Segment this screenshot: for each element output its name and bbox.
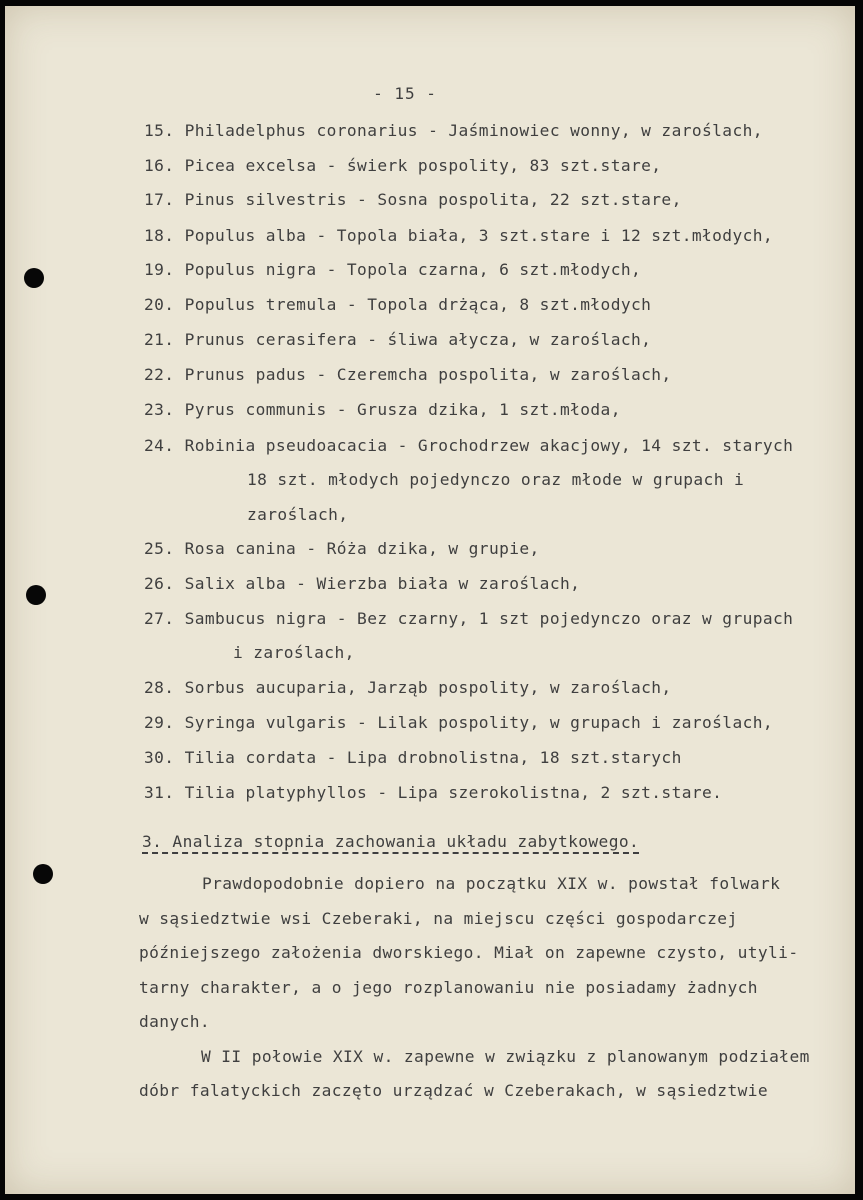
species-list-continuation: 18 szt. młodych pojedynczo oraz młode w grupach i xyxy=(247,470,745,489)
species-list-item: 24. Robinia pseudoacacia - Grochodrzew akacjowy, 14 szt. starych xyxy=(144,436,794,455)
species-list-item: 29. Syringa vulgaris - Lilak pospolity, w grupach i zaroślach, xyxy=(144,713,774,732)
paragraph-line: Prawdopodobnie dopiero na początku XIX w. powstał folwark xyxy=(202,874,781,893)
paragraph-line: tarny charakter, a o jego rozplanowaniu nie posiadamy żadnych xyxy=(139,978,758,997)
punch-hole xyxy=(26,585,46,605)
page-number: - 15 - xyxy=(373,84,437,103)
species-list-item: 22. Prunus padus - Czeremcha pospolita, w zaroślach, xyxy=(144,365,672,384)
species-list-item: 27. Sambucus nigra - Bez czarny, 1 szt pojedynczo oraz w grupach xyxy=(144,609,794,628)
paragraph-line: danych. xyxy=(139,1012,211,1031)
paragraph-line: W II połowie XIX w. zapewne w związku z planowanym podziałem xyxy=(201,1047,810,1066)
species-list-item: 17. Pinus silvestris - Sosna pospolita, 22 szt.stare, xyxy=(144,190,682,209)
document-page xyxy=(5,6,855,1194)
species-list-item: 21. Prunus cerasifera - śliwa ałycza, w zaroślach, xyxy=(144,330,652,349)
species-list-item: 28. Sorbus aucuparia, Jarząb pospolity, w zaroślach, xyxy=(144,678,672,697)
species-list-item: 23. Pyrus communis - Grusza dzika, 1 szt.młoda, xyxy=(144,400,621,419)
paragraph-line: dóbr falatyckich zaczęto urządzać w Czeberakach, w sąsiedztwie xyxy=(139,1081,769,1100)
species-list-item: 15. Philadelphus coronarius - Jaśminowiec wonny, w zaroślach, xyxy=(144,121,763,140)
species-list-item: 16. Picea excelsa - świerk pospolity, 83 szt.stare, xyxy=(144,156,662,175)
species-list-continuation: i zaroślach, xyxy=(233,643,355,662)
paragraph-line: w sąsiedztwie wsi Czeberaki, na miejscu części gospodarczej xyxy=(139,909,738,928)
species-list-item: 30. Tilia cordata - Lipa drobnolistna, 18 szt.starych xyxy=(144,748,682,767)
section-heading: 3. Analiza stopnia zachowania układu zabytkowego. xyxy=(142,832,640,851)
punch-hole xyxy=(24,268,44,288)
species-list-item: 19. Populus nigra - Topola czarna, 6 szt.młodych, xyxy=(144,260,642,279)
species-list-continuation: zaroślach, xyxy=(247,505,349,524)
species-list-item: 31. Tilia platyphyllos - Lipa szerokolistna, 2 szt.stare. xyxy=(144,783,723,802)
species-list-item: 25. Rosa canina - Róża dzika, w grupie, xyxy=(144,539,540,558)
species-list-item: 26. Salix alba - Wierzba biała w zaroślach, xyxy=(144,574,581,593)
species-list-item: 18. Populus alba - Topola biała, 3 szt.stare i 12 szt.młodych, xyxy=(144,226,774,245)
paragraph-line: późniejszego założenia dworskiego. Miał on zapewne czysto, utyli- xyxy=(139,943,799,962)
species-list-item: 20. Populus tremula - Topola drżąca, 8 szt.młodych xyxy=(144,295,652,314)
punch-hole xyxy=(33,864,53,884)
